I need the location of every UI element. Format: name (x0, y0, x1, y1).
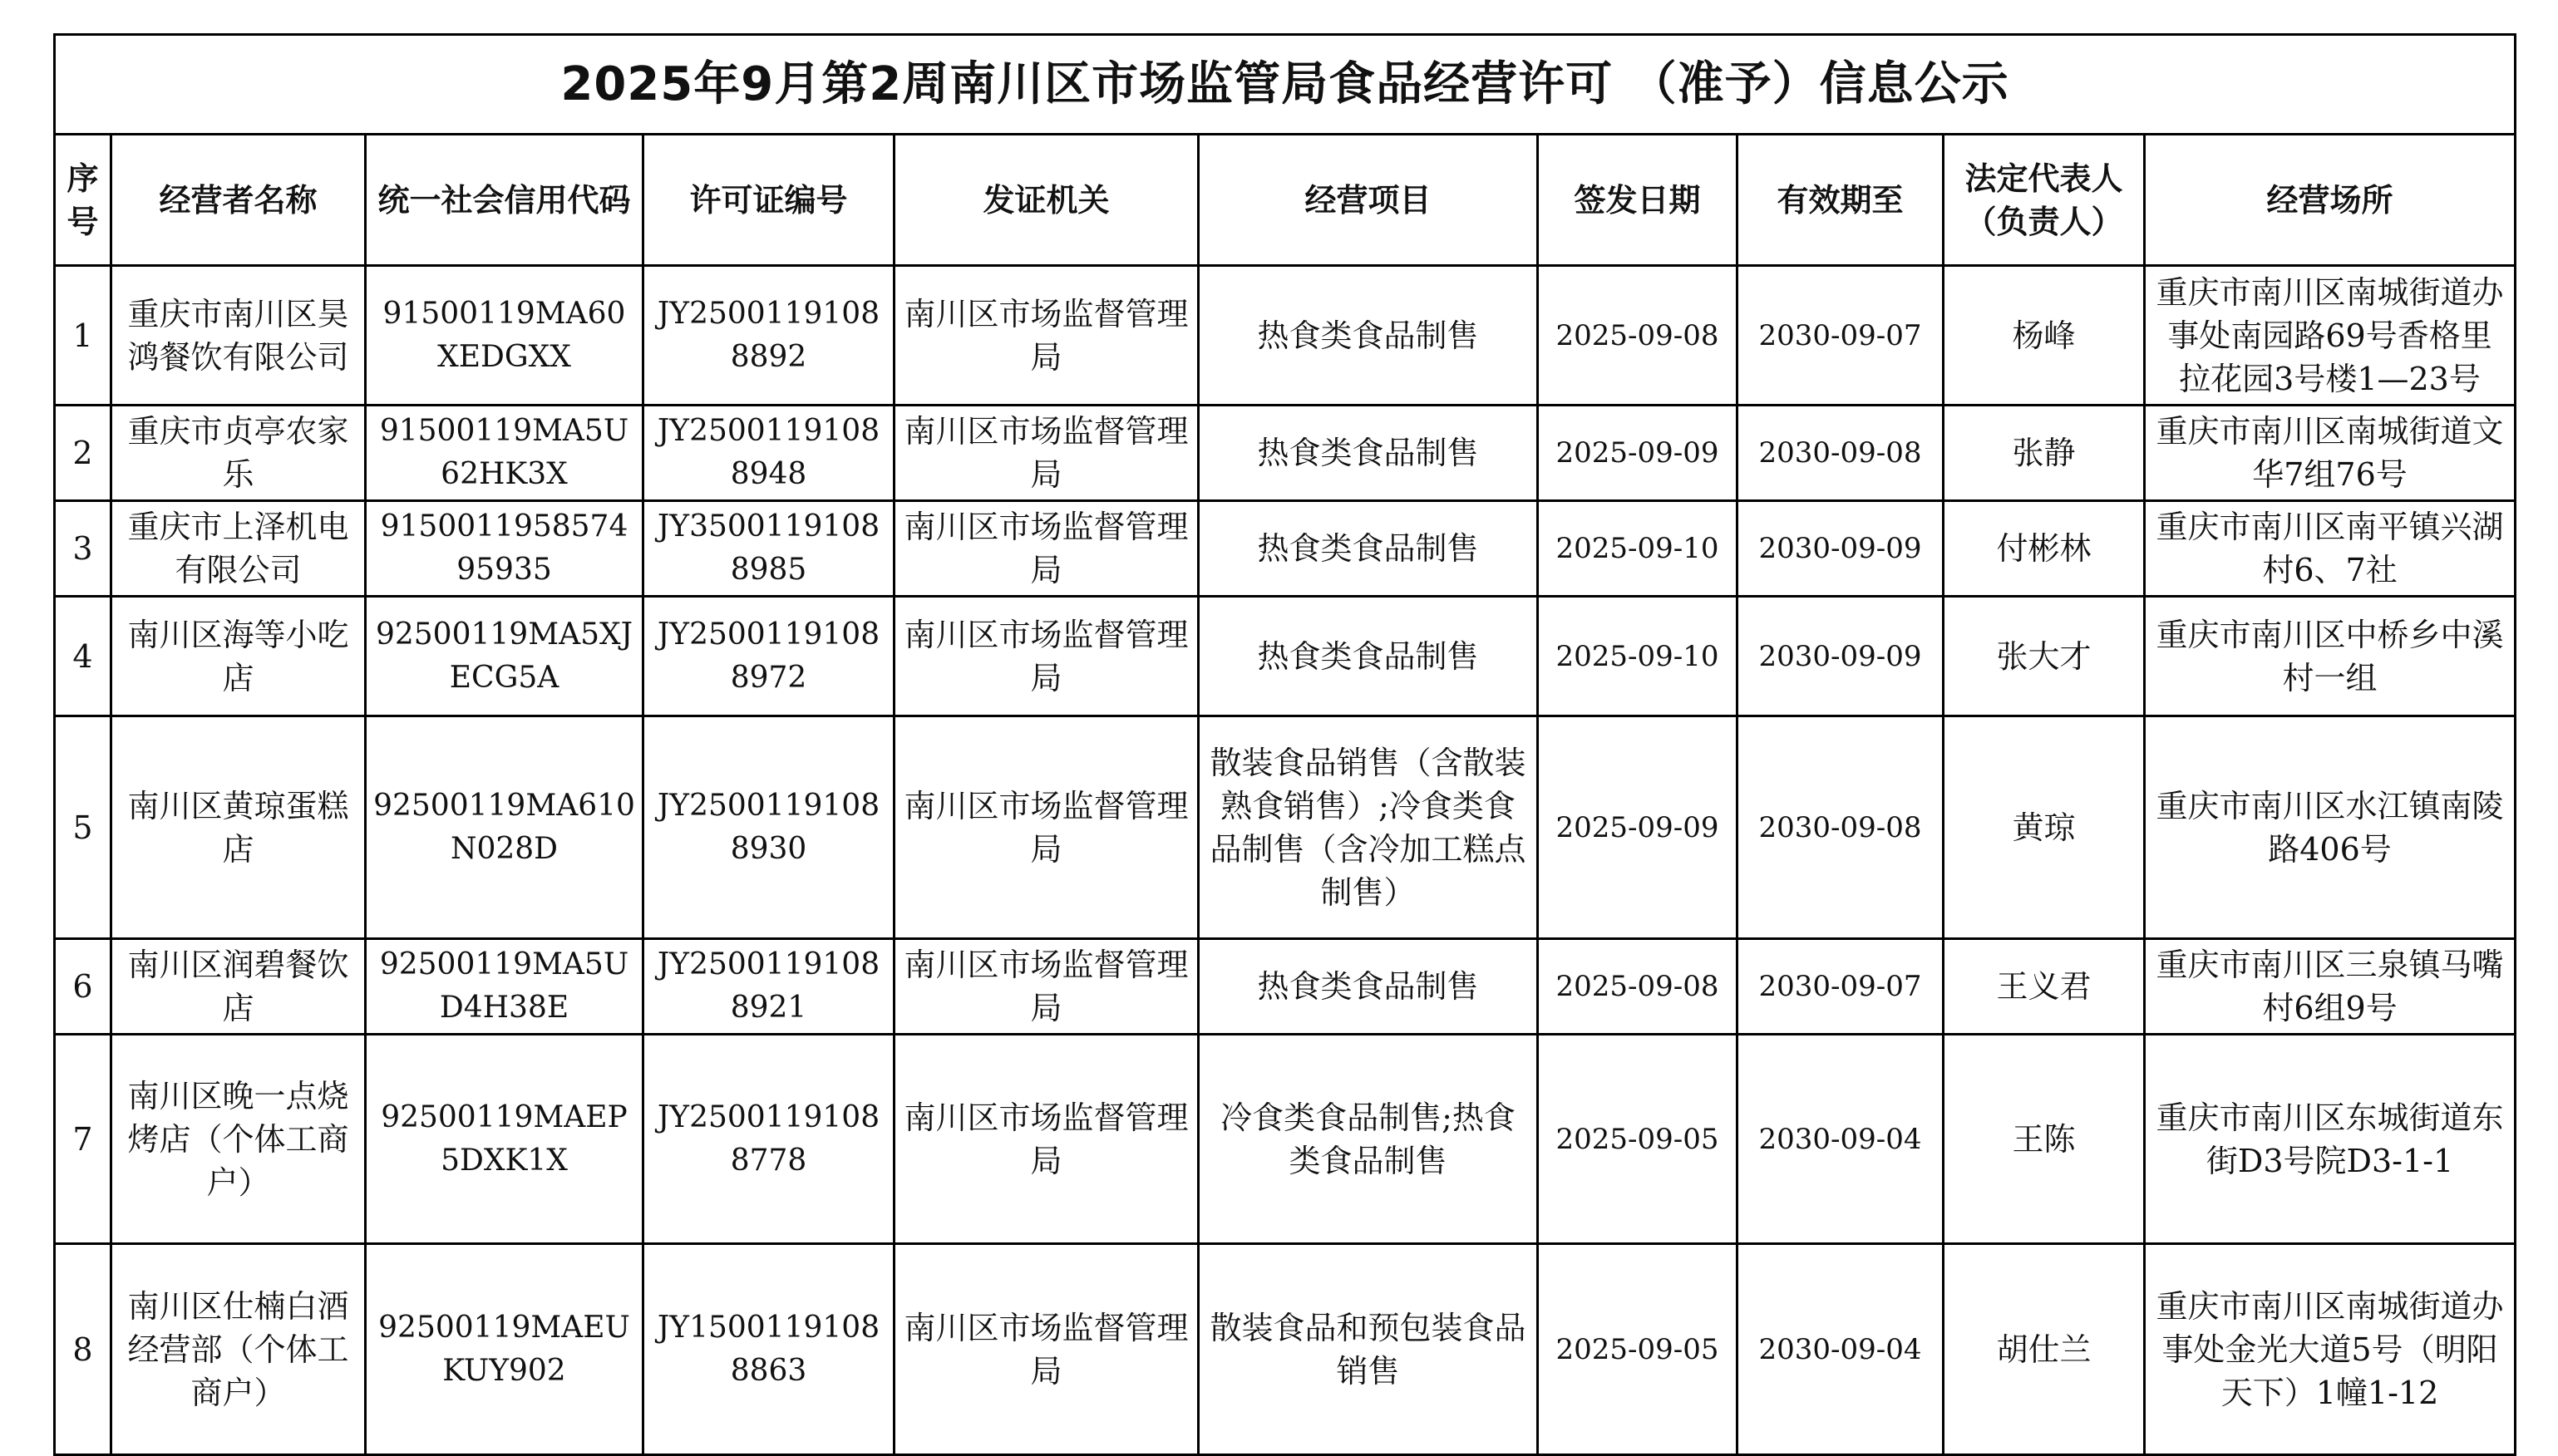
cell-business-items: 冷食类食品制售;热食类食品制售 (1199, 1035, 1538, 1244)
cell-legal-representative: 胡仕兰 (1944, 1244, 2145, 1455)
cell-issue-date: 2025-09-10 (1538, 501, 1737, 597)
header-seq: 序号 (55, 135, 111, 266)
header-operator-name: 经营者名称 (111, 135, 366, 266)
cell-issue-date: 2025-09-09 (1538, 716, 1737, 939)
cell-legal-representative: 王陈 (1944, 1035, 2145, 1244)
table-row (55, 1035, 2516, 1244)
cell-operator-name: 南川区海等小吃店 (111, 597, 366, 716)
cell-business-address: 重庆市南川区南城街道办事处金光大道5号（明阳天下）1幢1-12 (2145, 1244, 2516, 1455)
cell-seq: 4 (55, 597, 111, 716)
cell-business-items: 热食类食品制售 (1199, 939, 1538, 1035)
cell-seq: 3 (55, 501, 111, 597)
cell-credit-code: 92500119MAEP5DXK1X (366, 1035, 643, 1244)
table-row (55, 1244, 2516, 1455)
header-issue-date: 签发日期 (1538, 135, 1737, 266)
cell-business-items: 热食类食品制售 (1199, 501, 1538, 597)
cell-legal-representative: 黄琼 (1944, 716, 2145, 939)
cell-issue-date: 2025-09-08 (1538, 266, 1737, 406)
header-business-items: 经营项目 (1199, 135, 1538, 266)
table-row (55, 939, 2516, 1035)
cell-business-address: 重庆市南川区南城街道文华7组76号 (2145, 406, 2516, 501)
cell-issuing-authority: 南川区市场监督管理局 (895, 406, 1199, 501)
cell-credit-code: 91500119MA60XEDGXX (366, 266, 643, 406)
header-business-address: 经营场所 (2145, 135, 2516, 266)
cell-valid-until: 2030-09-09 (1737, 501, 1944, 597)
cell-license-number: JY25001191088972 (643, 597, 895, 716)
cell-operator-name: 重庆市上泽机电有限公司 (111, 501, 366, 597)
cell-operator-name: 南川区黄琼蛋糕店 (111, 716, 366, 939)
cell-operator-name: 南川区晚一点烧烤店（个体工商户） (111, 1035, 366, 1244)
table-title: 2025年9月第2周南川区市场监管局食品经营许可 （准予）信息公示 (55, 35, 2516, 135)
cell-seq: 7 (55, 1035, 111, 1244)
cell-valid-until: 2030-09-04 (1737, 1035, 1944, 1244)
cell-business-address: 重庆市南川区三泉镇马嘴村6组9号 (2145, 939, 2516, 1035)
table-row (55, 406, 2516, 501)
cell-license-number: JY25001191088930 (643, 716, 895, 939)
cell-license-number: JY25001191088892 (643, 266, 895, 406)
cell-business-items: 热食类食品制售 (1199, 597, 1538, 716)
cell-credit-code: 915001195857495935 (366, 501, 643, 597)
cell-issuing-authority: 南川区市场监督管理局 (895, 939, 1199, 1035)
cell-issuing-authority: 南川区市场监督管理局 (895, 1244, 1199, 1455)
cell-issuing-authority: 南川区市场监督管理局 (895, 716, 1199, 939)
cell-legal-representative: 付彬林 (1944, 501, 2145, 597)
cell-seq: 2 (55, 406, 111, 501)
table-row (55, 597, 2516, 716)
cell-operator-name: 重庆市贞亭农家乐 (111, 406, 366, 501)
cell-valid-until: 2030-09-08 (1737, 716, 1944, 939)
cell-business-address: 重庆市南川区南平镇兴湖村6、7社 (2145, 501, 2516, 597)
cell-business-items: 散装食品销售（含散装熟食销售）;冷食类食品制售（含冷加工糕点制售） (1199, 716, 1538, 939)
cell-issue-date: 2025-09-05 (1538, 1035, 1737, 1244)
cell-license-number: JY35001191088985 (643, 501, 895, 597)
cell-business-address: 重庆市南川区东城街道东街D3号院D3-1-1 (2145, 1035, 2516, 1244)
cell-credit-code: 92500119MA610N028D (366, 716, 643, 939)
cell-valid-until: 2030-09-09 (1737, 597, 1944, 716)
cell-seq: 8 (55, 1244, 111, 1455)
cell-issuing-authority: 南川区市场监督管理局 (895, 597, 1199, 716)
header-issuing-authority: 发证机关 (895, 135, 1199, 266)
header-row (55, 135, 2516, 266)
title-row (55, 35, 2516, 135)
cell-credit-code: 92500119MA5XJECG5A (366, 597, 643, 716)
cell-issue-date: 2025-09-08 (1538, 939, 1737, 1035)
cell-license-number: JY25001191088921 (643, 939, 895, 1035)
cell-license-number: JY25001191088778 (643, 1035, 895, 1244)
cell-seq: 5 (55, 716, 111, 939)
cell-operator-name: 南川区仕楠白酒经营部（个体工商户） (111, 1244, 366, 1455)
header-license-number: 许可证编号 (643, 135, 895, 266)
cell-legal-representative: 杨峰 (1944, 266, 2145, 406)
header-valid-until: 有效期至 (1737, 135, 1944, 266)
cell-valid-until: 2030-09-07 (1737, 266, 1944, 406)
header-credit-code: 统一社会信用代码 (366, 135, 643, 266)
table-row (55, 266, 2516, 406)
table-row (55, 501, 2516, 597)
cell-credit-code: 92500119MA5UD4H38E (366, 939, 643, 1035)
cell-issuing-authority: 南川区市场监督管理局 (895, 1035, 1199, 1244)
license-publicity-table (53, 33, 2516, 1456)
cell-business-items: 散装食品和预包装食品销售 (1199, 1244, 1538, 1455)
cell-operator-name: 南川区润碧餐饮店 (111, 939, 366, 1035)
cell-legal-representative: 张静 (1944, 406, 2145, 501)
cell-issue-date: 2025-09-10 (1538, 597, 1737, 716)
cell-valid-until: 2030-09-07 (1737, 939, 1944, 1035)
cell-issuing-authority: 南川区市场监督管理局 (895, 501, 1199, 597)
cell-operator-name: 重庆市南川区昊鸿餐饮有限公司 (111, 266, 366, 406)
cell-business-address: 重庆市南川区水江镇南陵路406号 (2145, 716, 2516, 939)
cell-business-address: 重庆市南川区中桥乡中溪村一组 (2145, 597, 2516, 716)
cell-license-number: JY25001191088948 (643, 406, 895, 501)
cell-issue-date: 2025-09-05 (1538, 1244, 1737, 1455)
cell-business-items: 热食类食品制售 (1199, 406, 1538, 501)
header-legal-representative: 法定代表人（负责人） (1944, 135, 2145, 266)
cell-legal-representative: 王义君 (1944, 939, 2145, 1035)
cell-credit-code: 92500119MAEUKUY902 (366, 1244, 643, 1455)
cell-seq: 1 (55, 266, 111, 406)
cell-seq: 6 (55, 939, 111, 1035)
cell-legal-representative: 张大才 (1944, 597, 2145, 716)
cell-business-items: 热食类食品制售 (1199, 266, 1538, 406)
cell-license-number: JY15001191088863 (643, 1244, 895, 1455)
table-row (55, 716, 2516, 939)
cell-valid-until: 2030-09-04 (1737, 1244, 1944, 1455)
cell-issue-date: 2025-09-09 (1538, 406, 1737, 501)
cell-credit-code: 91500119MA5U62HK3X (366, 406, 643, 501)
cell-issuing-authority: 南川区市场监督管理局 (895, 266, 1199, 406)
cell-valid-until: 2030-09-08 (1737, 406, 1944, 501)
cell-business-address: 重庆市南川区南城街道办事处南园路69号香格里拉花园3号楼1—23号 (2145, 266, 2516, 406)
